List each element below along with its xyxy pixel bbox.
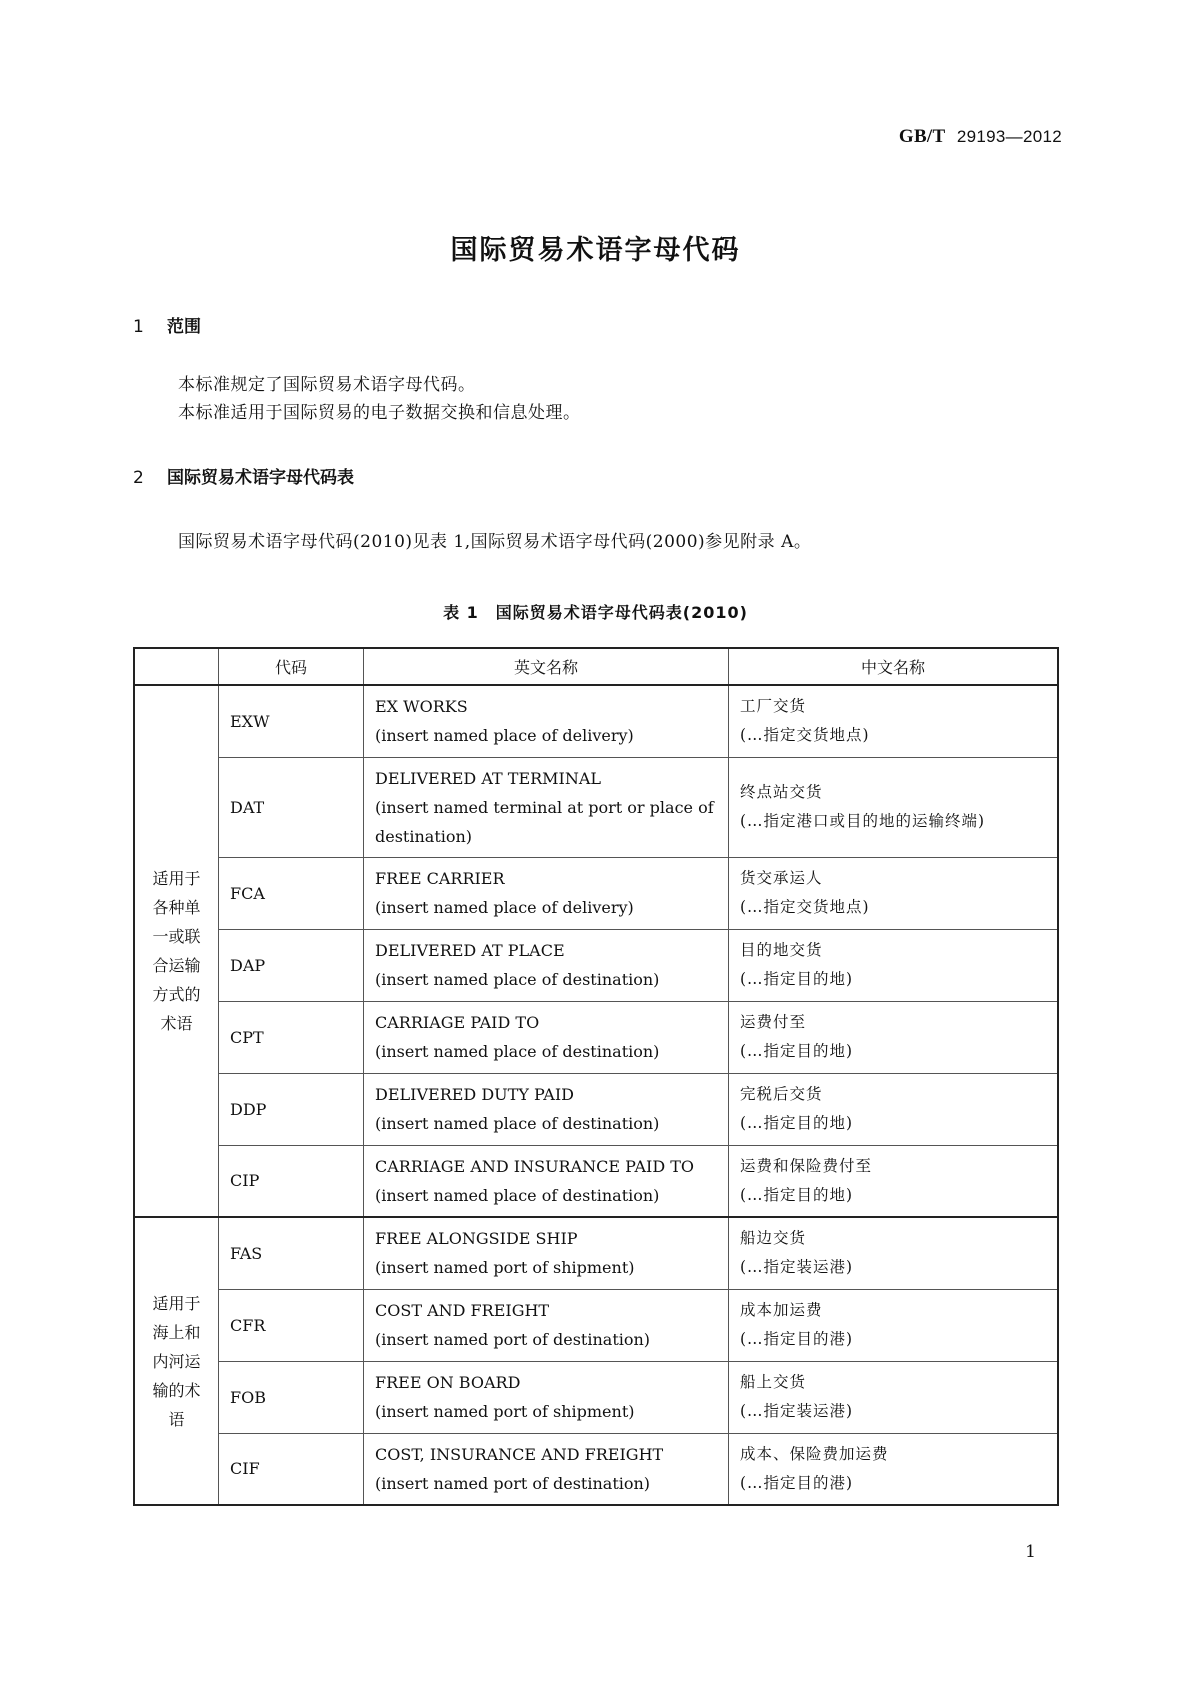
chinese-name: 运费付至 xyxy=(740,1013,807,1031)
table-row xyxy=(134,1073,1058,1145)
english-name-cell xyxy=(364,1073,729,1145)
section-1-heading xyxy=(133,312,201,337)
chinese-name-cell xyxy=(729,1361,1059,1433)
table-row xyxy=(134,1145,1058,1217)
chinese-note: (…指定目的地) xyxy=(740,1185,854,1204)
group-label-multimodal xyxy=(134,685,219,1217)
table-row xyxy=(134,685,1058,757)
standard-code xyxy=(899,126,1062,148)
chinese-name-cell xyxy=(729,1217,1059,1289)
code-cell: EXW xyxy=(219,685,364,757)
code-cell: FOB xyxy=(219,1361,364,1433)
english-name-cell xyxy=(364,1433,729,1505)
chinese-name: 成本、保险费加运费 xyxy=(740,1444,889,1463)
group-label-line: 语 xyxy=(168,1409,185,1429)
paragraph: 本标准规定了国际贸易术语字母代码。 xyxy=(178,375,476,395)
column-header-group xyxy=(134,648,219,685)
chinese-note: (…指定装运港) xyxy=(740,1258,854,1277)
table-row xyxy=(134,1361,1058,1433)
group-label-line: 方式的 xyxy=(152,985,201,1004)
column-header-code: 代码 xyxy=(219,648,364,685)
table-row xyxy=(134,1289,1058,1361)
chinese-note: (…指定装运港) xyxy=(740,1402,854,1420)
chinese-note: (…指定目的地) xyxy=(740,970,854,988)
english-name: COST AND FREIGHT xyxy=(375,1301,550,1320)
section-title: 国际贸易术语字母代码表 xyxy=(167,468,354,488)
chinese-name-cell xyxy=(729,1145,1059,1217)
document-title: 国际贸易术语字母代码 xyxy=(450,235,741,266)
code-cell: CFR xyxy=(219,1289,364,1361)
group-label-line: 海上和 xyxy=(152,1322,201,1342)
english-name-cell xyxy=(364,1361,729,1433)
chinese-name: 船边交货 xyxy=(740,1229,807,1248)
table-row xyxy=(134,857,1058,929)
english-note: (insert named terminal at port or place of destination) xyxy=(375,797,714,846)
table-row xyxy=(134,929,1058,1001)
chinese-note: (…指定交货地点) xyxy=(740,898,870,916)
chinese-name-cell xyxy=(729,1001,1059,1073)
english-name: FREE CARRIER xyxy=(375,869,505,888)
table-row xyxy=(134,1217,1058,1289)
english-note: (insert named place of destination) xyxy=(375,970,660,989)
chinese-note: (…指定港口或目的地的运输终端) xyxy=(740,812,986,830)
chinese-note: (…指定目的港) xyxy=(740,1473,854,1492)
chinese-name-cell xyxy=(729,757,1059,857)
column-header-english-name: 英文名称 xyxy=(364,648,729,685)
english-note: (insert named place of delivery) xyxy=(375,898,634,917)
group-label-line: 术语 xyxy=(160,1014,193,1033)
chinese-note: (…指定目的地) xyxy=(740,1042,854,1060)
incoterms-table xyxy=(133,647,1059,1506)
code-cell: FCA xyxy=(219,857,364,929)
chinese-name: 船上交货 xyxy=(740,1373,807,1391)
english-name-cell xyxy=(364,1001,729,1073)
chinese-name-cell xyxy=(729,685,1059,757)
standard-prefix: GB/T xyxy=(898,126,946,147)
group-label-line: 内河运 xyxy=(152,1351,201,1371)
english-name: CARRIAGE AND INSURANCE PAID TO xyxy=(375,1156,695,1176)
code-cell: FAS xyxy=(219,1217,364,1289)
english-name: CARRIAGE PAID TO xyxy=(375,1013,540,1032)
group-label-line: 各种单 xyxy=(152,898,201,917)
section-title: 范围 xyxy=(167,317,201,337)
english-note: (insert named port of shipment) xyxy=(375,1258,635,1278)
english-name-cell xyxy=(364,1289,729,1361)
english-note: (insert named port of shipment) xyxy=(375,1402,635,1421)
chinese-note: (…指定交货地点) xyxy=(740,726,870,745)
paragraph: 本标准适用于国际贸易的电子数据交换和信息处理。 xyxy=(178,403,581,423)
group-label-line: 输的术 xyxy=(152,1380,201,1400)
chinese-name-cell xyxy=(729,1073,1059,1145)
english-note: (insert named place of delivery) xyxy=(375,726,634,746)
section-number: 1 xyxy=(133,317,144,337)
english-name: DELIVERED DUTY PAID xyxy=(375,1085,574,1104)
group-label-sea-inland xyxy=(134,1217,219,1505)
table-header-row xyxy=(134,648,1058,685)
english-name: DELIVERED AT PLACE xyxy=(375,941,565,960)
english-name: COST, INSURANCE AND FREIGHT xyxy=(375,1444,664,1464)
chinese-name: 目的地交货 xyxy=(740,941,823,959)
table-row xyxy=(134,1433,1058,1505)
group-label-line: 合运输 xyxy=(152,956,201,975)
code-cell: CIP xyxy=(219,1145,364,1217)
chinese-name-cell xyxy=(729,857,1059,929)
chinese-name-cell xyxy=(729,929,1059,1001)
group-label-line: 适用于 xyxy=(152,869,201,888)
chinese-name-cell xyxy=(729,1289,1059,1361)
english-name-cell xyxy=(364,929,729,1001)
english-name-cell xyxy=(364,1145,729,1217)
chinese-name: 运费和保险费付至 xyxy=(740,1156,873,1175)
code-cell: CPT xyxy=(219,1001,364,1073)
chinese-name: 完税后交货 xyxy=(740,1085,823,1103)
chinese-name: 终点站交货 xyxy=(740,783,823,801)
english-note: (insert named port of destination) xyxy=(375,1330,651,1349)
chinese-note: (…指定目的港) xyxy=(740,1330,854,1348)
page-number: 1 xyxy=(1025,1542,1036,1562)
code-cell: DAT xyxy=(219,757,364,857)
table-row xyxy=(134,757,1058,857)
group-label-line: 适用于 xyxy=(152,1293,201,1313)
chinese-name: 成本加运费 xyxy=(740,1301,823,1319)
english-note: (insert named place of destination) xyxy=(375,1114,660,1133)
section-2-heading xyxy=(133,463,354,488)
chinese-name-cell xyxy=(729,1433,1059,1505)
english-note: (insert named place of destination) xyxy=(375,1185,660,1205)
code-cell: DAP xyxy=(219,929,364,1001)
code-cell: DDP xyxy=(219,1073,364,1145)
english-name: DELIVERED AT TERMINAL xyxy=(375,768,602,788)
group-label-line: 一或联 xyxy=(152,927,201,946)
english-name-cell xyxy=(364,757,729,857)
standard-number: 29193—2012 xyxy=(956,127,1062,146)
chinese-name: 货交承运人 xyxy=(740,869,823,887)
code-cell: CIF xyxy=(219,1433,364,1505)
english-name: EX WORKS xyxy=(375,697,468,717)
column-header-chinese-name: 中文名称 xyxy=(729,648,1059,685)
table-caption: 表 1 国际贸易术语字母代码表(2010) xyxy=(443,603,748,622)
chinese-note: (…指定目的地) xyxy=(740,1114,854,1132)
chinese-name: 工厂交货 xyxy=(740,697,807,716)
paragraph: 国际贸易术语字母代码(2010)见表 1,国际贸易术语字母代码(2000)参见附录 A。 xyxy=(178,532,812,552)
english-name-cell xyxy=(364,685,729,757)
table-row xyxy=(134,1001,1058,1073)
english-name: FREE ON BOARD xyxy=(375,1373,521,1392)
english-name: FREE ALONGSIDE SHIP xyxy=(375,1229,578,1249)
english-note: (insert named place of destination) xyxy=(375,1042,660,1061)
english-note: (insert named port of destination) xyxy=(375,1473,651,1493)
english-name-cell xyxy=(364,1217,729,1289)
english-name-cell xyxy=(364,857,729,929)
section-number: 2 xyxy=(133,468,144,488)
